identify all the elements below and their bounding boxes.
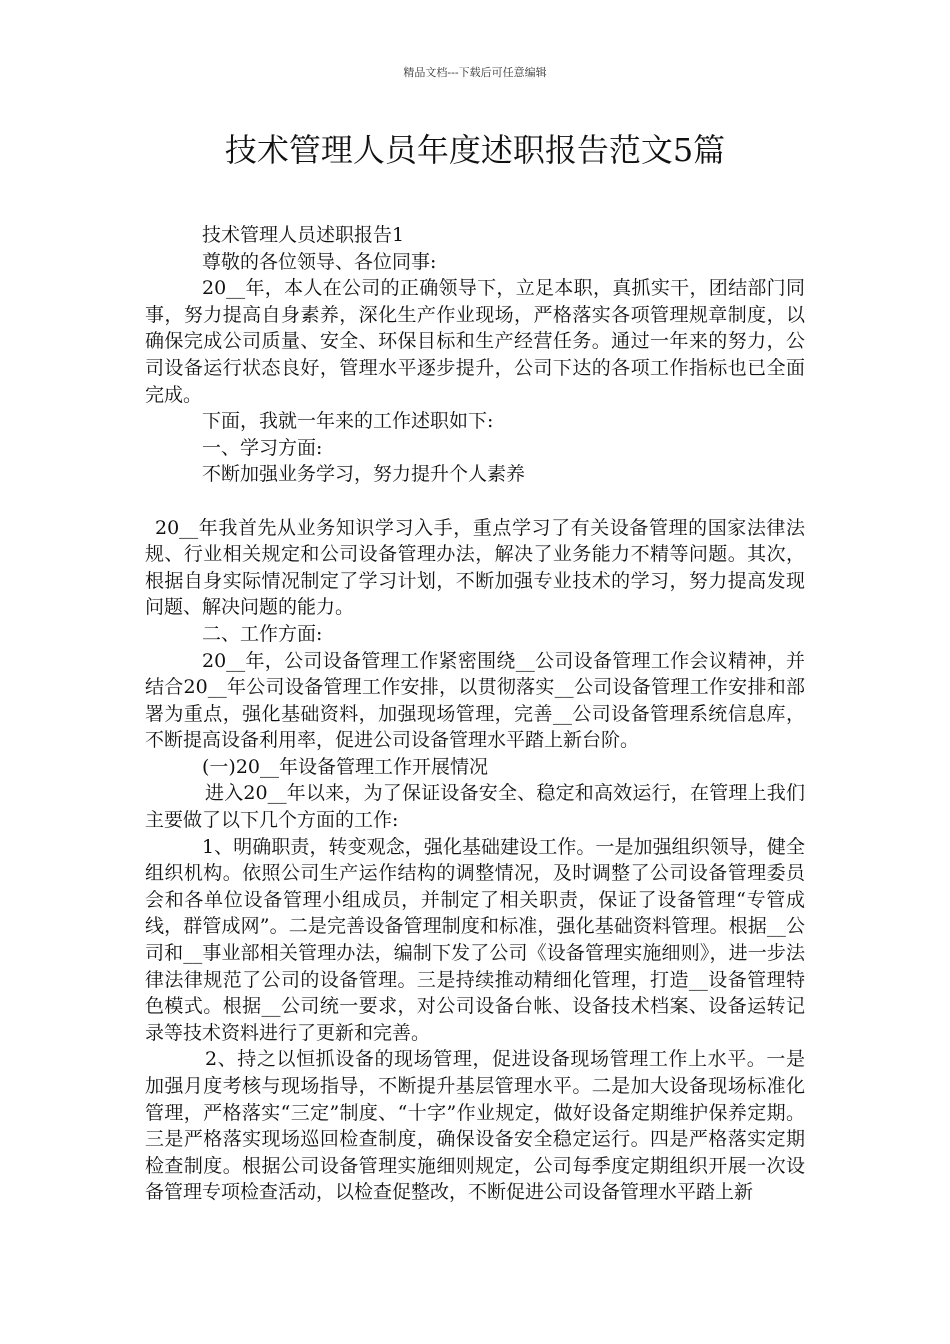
paragraph: 下面，我就一年来的工作述职如下: [202,410,494,433]
document-body [145,222,805,1206]
salutation: 尊敬的各位领导、各位同事: [202,250,437,273]
section-heading: 二、工作方面: [202,622,323,645]
section-heading: 一、学习方面: [202,436,323,459]
paragraph: 进入20__年以来，为了保证设备安全、稳定和高效运行，在管理上我们主要做了以下几个方面的工作: [145,782,805,832]
subheading: 不断加强业务学习，努力提升个人素养 [202,463,526,486]
paragraph: 20__年我首先从业务知识学习入手，重点学习了有关设备管理的国家法律法规、行业相关规定和公司设备管理办法，解决了业务能力不精等问题。其次，根据自身实际情况制定了学习计划，不断加强专业技术的学习，努力提高发现问题、解决问题的能力。 [145,516,805,619]
paragraph: 2、持之以恒抓设备的现场管理，促进设备现场管理工作上水平。一是加强月度考核与现场指导，不断提升基层管理水平。二是加大设备现场标准化管理，严格落实“三定”制度、“十字”作业规定，做好设备定期维护保养定期。三是严格落实现场巡回检查制度，确保设备安全稳定运行。四是严格落实定期检查制度。根据公司设备管理实施细则规定，公司每季度定期组织开展一次设备管理专项检查活动，以检查促整改，不断促进公司设备管理水平踏上新 [145,1048,805,1204]
document-title: 技术管理人员年度述职报告范文5篇 [224,131,726,169]
subheading: (一)20__年设备管理工作开展情况 [202,755,489,778]
section-heading: 技术管理人员述职报告1 [202,224,405,246]
paragraph: 20__年，公司设备管理工作紧密围绕__公司设备管理工作会议精神，并结合20__年公司设备管理工作安排，以贯彻落实__公司设备管理工作安排和部署为重点，强化基础资料，加强现场管理，完善__公司设备管理系统信息库，不断提高设备利用率，促进公司设备管理水平踏上新台阶。 [145,649,805,752]
paragraph: 1、明确职责，转变观念，强化基础建设工作。一是加强组织领导，健全组织机构。依照公司生产运作结构的调整情况，及时调整了公司设备管理委员会和各单位设备管理小组成员，并制定了相关职责，保证了设备管理“专管成线，群管成网”。二是完善设备管理制度和标准，强化基础资料管理。根据__公司和__事业部相关管理办法，编制下发了公司《设备管理实施细则》，进一步法律法律规范了公司的设备管理。三是持续推动精细化管理，打造__设备管理特色模式。根据__公司统一要求，对公司设备台帐、设备技术档案、设备运转记录等技术资料进行了更新和完善。 [145,835,805,1044]
header-watermark: 精品文档---下载后可任意编辑 [403,66,547,79]
paragraph: 20__年，本人在公司的正确领导下，立足本职，真抓实干，团结部门同事，努力提高自身素养，深化生产作业现场，严格落实各项管理规章制度，以确保完成公司质量、安全、环保目标和生产经营任务。通过一年来的努力，公司设备运行状态良好，管理水平逐步提升，公司下达的各项工作指标也已全面完成。 [145,277,805,406]
